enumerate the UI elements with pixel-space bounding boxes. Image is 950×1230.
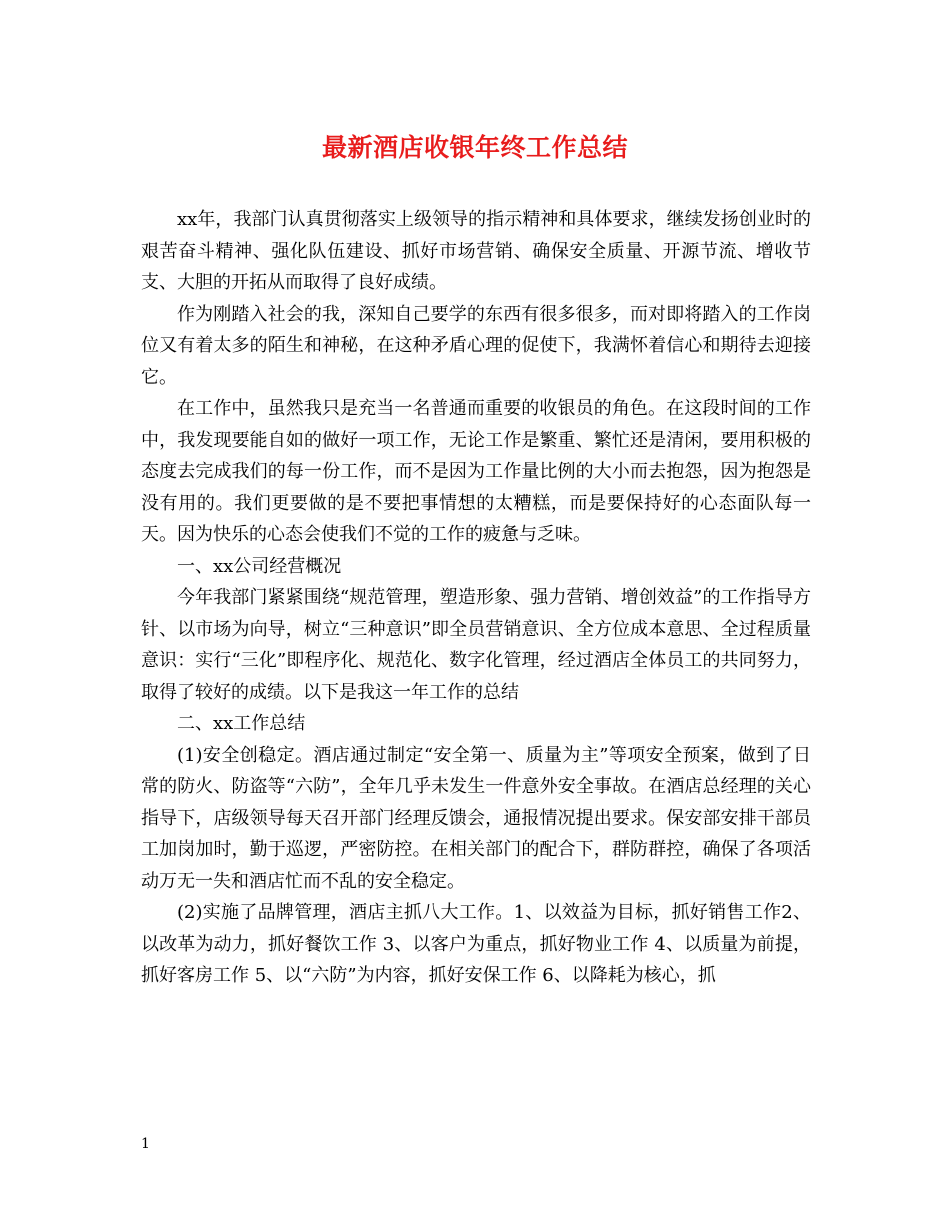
paragraph-safety: (1)安全创稳定。酒店通过制定“安全第一、质量为主”等项安全预案，做到了日常的防火、防盗等“六防”，全年几乎未发生一件意外安全事故。在酒店总经理的关心指导下，店级领导每天召开部门经理反馈会，通报情况提出要求。保安部安排干部员工加岗加时，勤于巡逻，严密防控。在相关部门的配合下，群防群控，确保了各项活动万无一失和酒店忙而不乱的安全稳定。 <box>141 744 811 892</box>
paragraph-overview: 今年我部门紧紧围绕“规范管理，塑造形象、强力营销、增创效益”的工作指导方针、以市场为向导，树立“三种意识”即全员营销意识、全方位成本意思、全过程质量意识：实行“三化”即程序化、规范化、数字化管理，经过酒店全体员工的共同努力，取得了较好的成绩。以下是我这一年工作的总结 <box>141 587 811 703</box>
section-heading-overview: 一、xx公司经营概况 <box>177 555 342 577</box>
paragraph-newcomer: 作为刚踏入社会的我，深知自己要学的东西有很多很多，而对即将踏入的工作岗位又有着太多的陌生和神秘，在这种矛盾心理的促使下，我满怀着信心和期待去迎接它。 <box>141 303 811 388</box>
paragraph-work-attitude: 在工作中，虽然我只是充当一名普通而重要的收银员的角色。在这段时间的工作中，我发现要能自如的做好一项工作，无论工作是繁重、繁忙还是清闲，要用积极的态度去完成我们的每一份工作，而不是因为工作量比例的大小而去抱怨，因为抱怨是没有用的。我们更要做的是不要把事情想的太糟糕，而是要保持好的心态面队每一天。因为快乐的心态会使我们不觉的工作的疲惫与乏味。 <box>141 398 811 545</box>
paragraph-brand-management: (2)实施了品牌管理，酒店主抓八大工作。1、以效益为目标，抓好销售工作2、以改革为动力，抓好餐饮工作 3、以客户为重点，抓好物业工作 4、以质量为前提，抓好客房工作 5、以“六防”为内容，抓好安保工作 6、以降耗为核心，抓 <box>141 902 811 986</box>
paragraph-intro: xx年，我部门认真贯彻落实上级领导的指示精神和具体要求，继续发扬创业时的艰苦奋斗精神、强化队伍建设、抓好市场营销、确保安全质量、开源节流、增收节支、大胆的开拓从而取得了良好成绩。 <box>141 209 811 293</box>
document-title: 最新酒店收银年终工作总结 <box>321 133 628 162</box>
page-number: 1 <box>141 1136 150 1152</box>
section-heading-summary: 二、xx工作总结 <box>177 713 306 734</box>
document-body <box>141 204 811 992</box>
